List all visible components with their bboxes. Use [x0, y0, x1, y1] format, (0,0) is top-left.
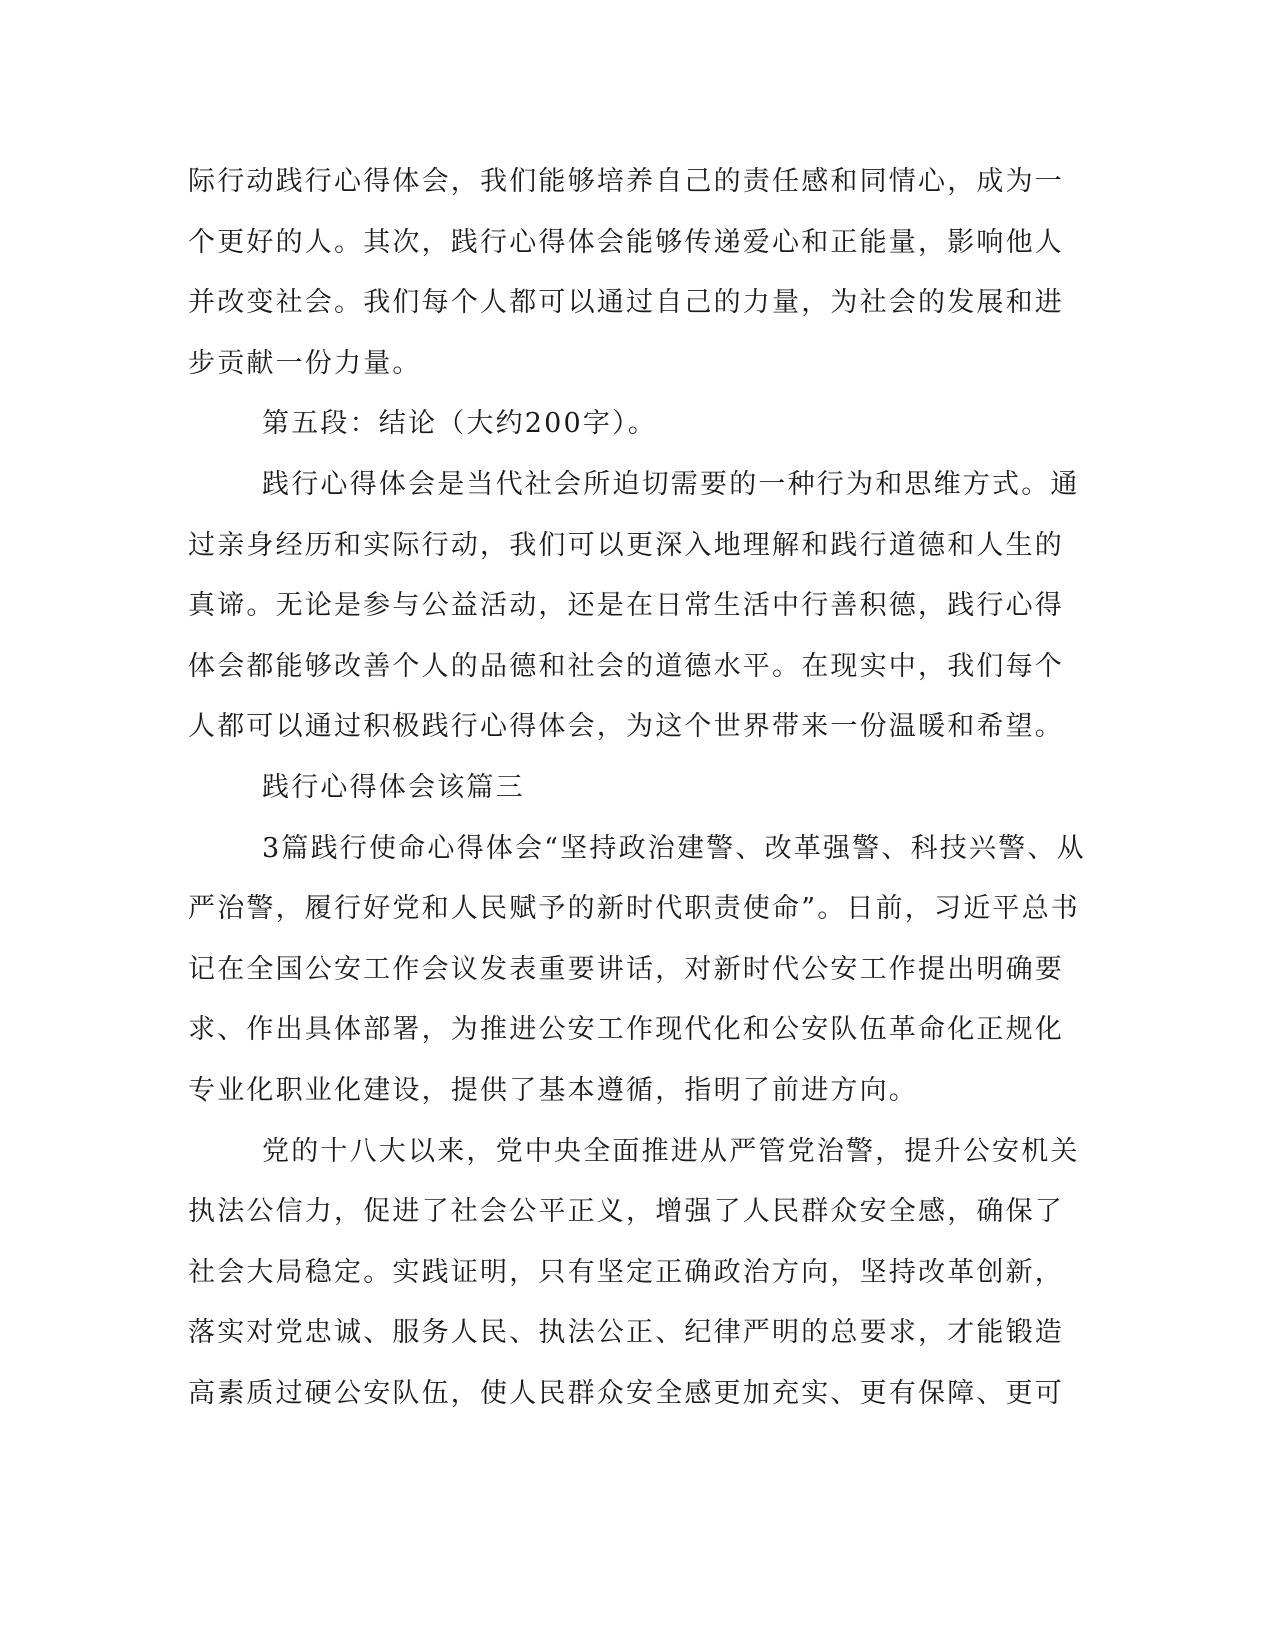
- text-line: 执法公信力，促进了社会公平正义，增强了人民群众安全感，确保了: [188, 1196, 1064, 1228]
- text-line: 过亲身经历和实际行动，我们可以更深入地理解和践行道德和人生的: [188, 529, 1064, 561]
- text-line: 记在全国公安工作会议发表重要讲话，对新时代公安工作提出明确要: [188, 953, 1064, 985]
- text-line: 求、作出具体部署，为推进公安工作现代化和公安队伍革命化正规化: [188, 1014, 1064, 1046]
- text-line: 专业化职业化建设，提供了基本遵循，指明了前进方向。: [188, 1074, 918, 1106]
- document-body: [188, 152, 1088, 1424]
- text-line: 真谛。无论是参与公益活动，还是在日常生活中行善积德，践行心得: [188, 590, 1064, 622]
- text-line: 体会都能够改善个人的品德和社会的道德水平。在现实中，我们每个: [188, 650, 1064, 682]
- text-line: 严治警，履行好党和人民赋予的新时代职责使命”。日前，习近平总书: [188, 893, 1081, 925]
- text-line: 人都可以通过积极践行心得体会，为这个世界带来一份温暖和希望。: [188, 711, 1064, 743]
- text-line: 第五段：结论（大约200字）。: [262, 408, 658, 440]
- text-line: 高素质过硬公安队伍，使人民群众安全感更加充实、更有保障、更可: [188, 1377, 1064, 1409]
- text-line: 步贡献一份力量。: [188, 347, 422, 379]
- text-line: 际行动践行心得体会，我们能够培养自己的责任感和同情心，成为一: [188, 166, 1064, 197]
- text-line: 个更好的人。其次，践行心得体会能够传递爱心和正能量，影响他人: [188, 226, 1064, 258]
- text-line: 社会大局稳定。实践证明，只有坚定正确政治方向，坚持改革创新，: [188, 1256, 1064, 1288]
- text-line: 践行心得体会是当代社会所迫切需要的一种行为和思维方式。通: [262, 468, 1080, 500]
- text-line: 党的十八大以来，党中央全面推进从严管党治警，提升公安机关: [262, 1135, 1080, 1167]
- text-line: 3篇践行使命心得体会“坚持政治建警、改革强警、科技兴警、从: [262, 832, 1086, 864]
- text-line: 并改变社会。我们每个人都可以通过自己的力量，为社会的发展和进: [188, 287, 1064, 319]
- text-line: 践行心得体会该篇三: [262, 771, 525, 803]
- text-line: 落实对党忠诚、服务人民、执法公正、纪律严明的总要求，才能锻造: [188, 1317, 1064, 1349]
